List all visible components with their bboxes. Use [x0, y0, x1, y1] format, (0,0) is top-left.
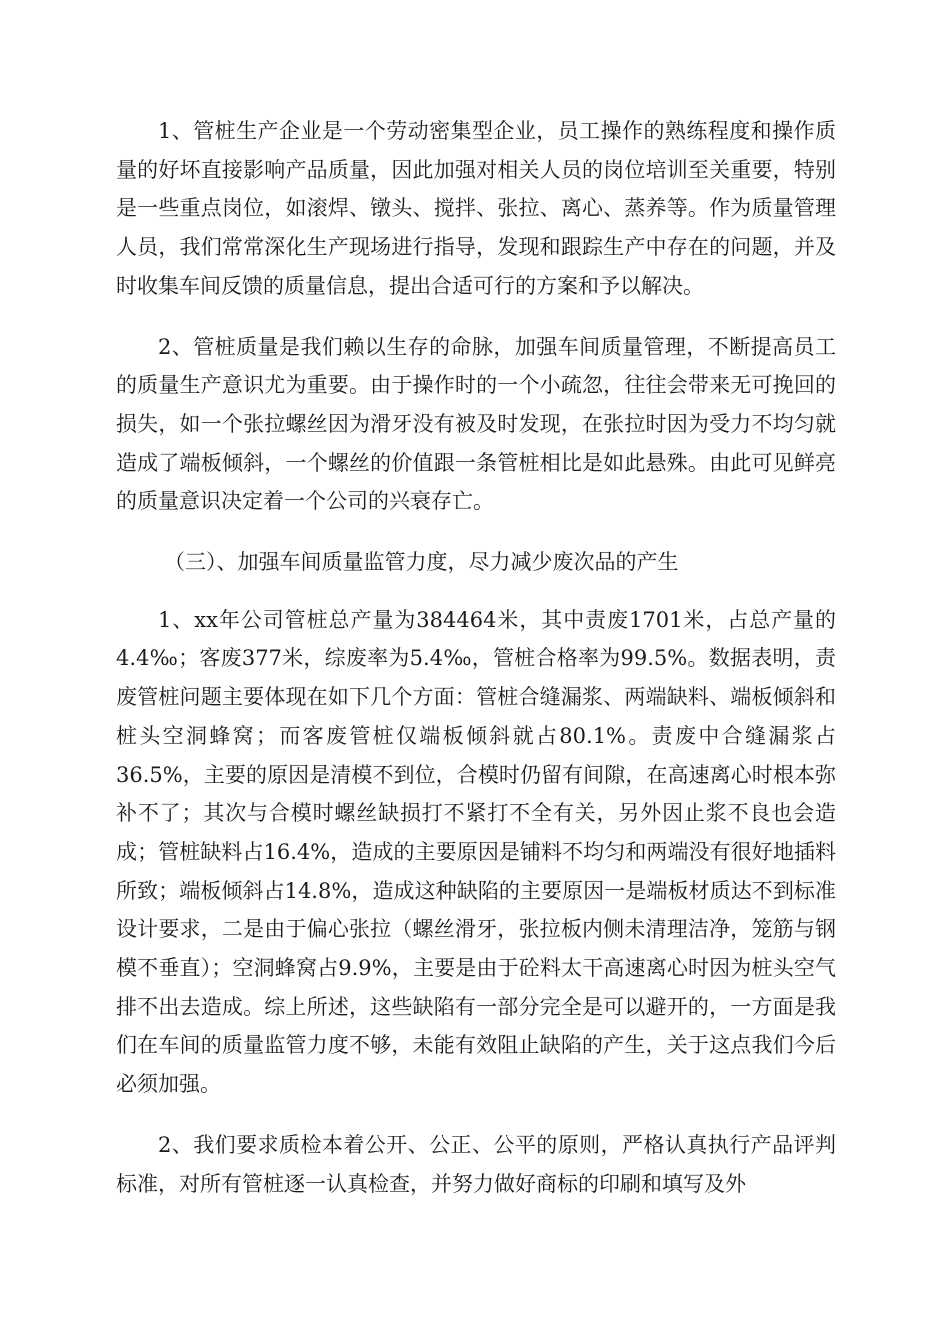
- paragraph-production-statistics: 1、xx年公司管桩总产量为384464米，其中责废1701米，占总产量的4.4‰；客废377米，综废率为5.4‰，管桩合格率为99.5%。数据表明，责废管桩问题主要体现在如下几个方面：管桩合缝漏浆、两端缺料、端板倾斜和桩头空洞蜂窝；而客废管桩仅端板倾斜就占80.1%。责废中合缝漏浆占36.5%，主要的原因是清模不到位，合模时仍留有间隙，在高速离心时根本弥补不了；其次与合模时螺丝缺损打不紧打不全有关，另外因止浆不良也会造成；管桩缺料占16.4%，造成的主要原因是铺料不均匀和两端没有很好地插料所致；端板倾斜占14.8%，造成这种缺陷的主要原因一是端板材质达不到标准设计要求，二是由于偏心张拉（螺丝滑牙，张拉板内侧未清理洁净，笼筋与钢模不垂直）；空洞蜂窝占9.9%，主要是由于砼料太干高速离心时因为桩头空气排不出去造成。综上所述，这些缺陷有一部分完全是可以避开的，一方面是我们在车间的质量监管力度不够，未能有效阻止缺陷的产生，关于这点我们今后必须加强。: [116, 607, 836, 1097]
- paragraph-training: 1、管桩生产企业是一个劳动密集型企业，员工操作的熟练程度和操作质量的好坏直接影响产品质量，因此加强对相关人员的岗位培训至关重要，特别是一些重点岗位，如滚焊、镦头、搅拌、张拉、离心、蒸养等。作为质量管理人员，我们常常深化生产现场进行指导，发现和跟踪生产中存在的问题，并及时收集车间反馈的质量信息，提出合适可行的方案和予以解决。: [116, 119, 836, 298]
- paragraph-quality-awareness: 2、管桩质量是我们赖以生存的命脉，加强车间质量管理，不断提高员工的质量生产意识尤为重要。由于操作时的一个小疏忽，往往会带来无可挽回的损失，如一个张拉螺丝因为滑牙没有被及时发现，在张拉时因为受力不均匀就造成了端板倾斜，一个螺丝的价值跟一条管桩相比是如此悬殊。由此可见鲜亮的质量意识决定着一个公司的兴衰存亡。: [116, 334, 836, 514]
- document-body: [116, 112, 836, 1225]
- section-heading: （三）、加强车间质量监管力度，尽力减少废次品的产生: [164, 550, 679, 575]
- paragraph-inspection-principles: 2、我们要求质检本着公开、公正、公平的原则，严格认真执行产品评判标准，对所有管桩逐一认真检查，并努力做好商标的印刷和填写及外: [116, 1132, 836, 1196]
